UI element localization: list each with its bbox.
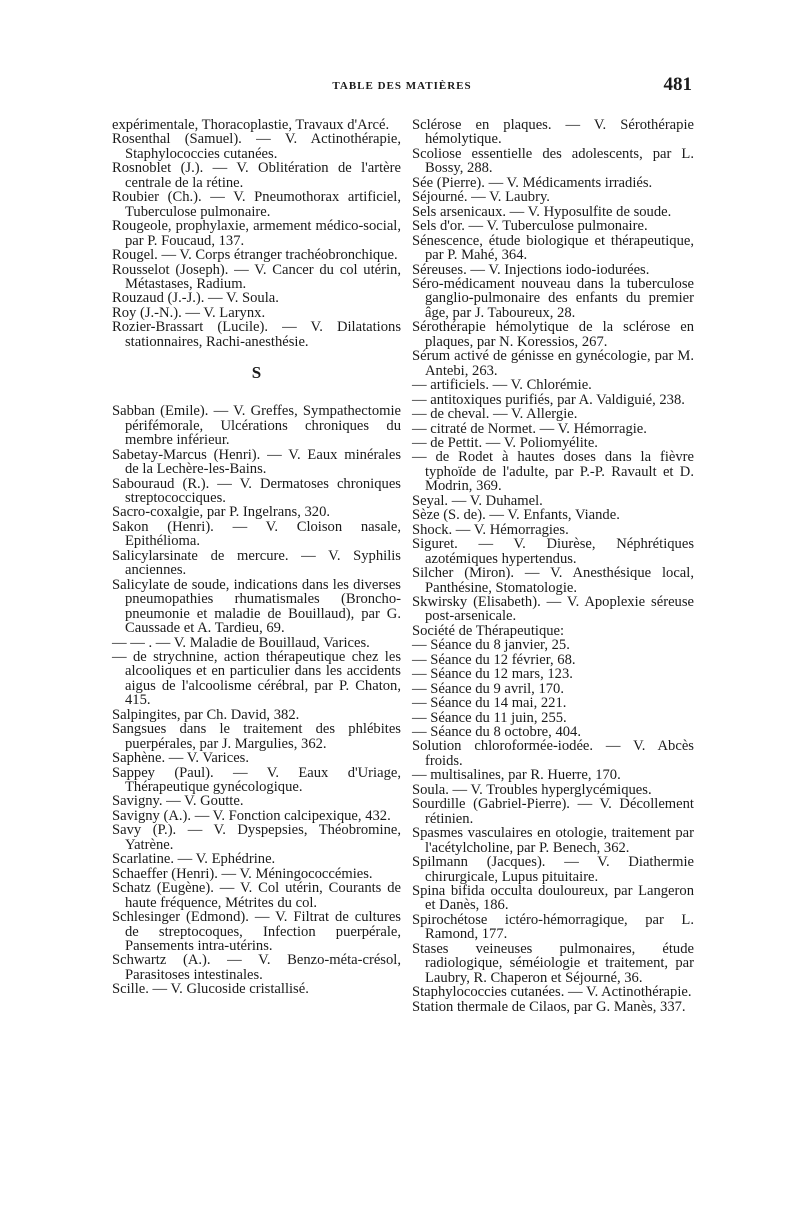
index-entry: — citraté de Normet. — V. Hémorragie. [412,420,647,437]
index-entry: Sabouraud (R.). — V. Dermatoses chroniques streptococciques. [112,475,401,506]
index-entry: Scille. — V. Glucoside cristallisé. [112,981,309,998]
index-entry: Sclérose en plaques. — V. Sérothérapie hémolytique. [412,117,694,148]
index-entry: Sappey (Paul). — V. Eaux d'Uriage, Thérapeutique gynécologique. [112,764,401,796]
index-entry: expérimentale, Thoracoplastie, Travaux d'Arcé. [112,117,390,133]
section-letter: S [251,363,262,383]
index-entry: Seyal. — V. Duhamel. [412,492,543,509]
index-entry: Sangsues dans le traitement des phlébites puerpérales, par J. Margulies, 362. [112,721,401,752]
index-entry: — Séance du 11 juin, 255. [412,709,567,726]
index-entry: — Séance du 12 février, 68. [412,651,576,668]
index-entry: Rougel. — V. Corps étranger trachéobronchique. [112,247,398,264]
index-entry: Rosenthal (Samuel). — V. Actinothérapie, Staphylococcies cutanées. [112,131,401,162]
index-entry: — antitoxiques purifiés, par A. Valdiguié, 238. [412,391,685,408]
index-entry: Skwirsky (Elisabeth). — V. Apoplexie séreuse post-arsenicale. [412,593,694,625]
index-entry: — de cheval. — V. Allergie. [412,406,578,423]
index-entry: Séro-médicament nouveau dans la tuberculose ganglio-pulmonaire des enfants du premier âge, par J. Taboureux, 28. [412,275,694,321]
index-entry: Savigny. — V. Goutte. [112,793,244,810]
index-entry: — Séance du 14 mai, 221. [412,695,567,712]
index-entry: Spasmes vasculaires en otologie, traitement par l'acétylcholine, par P. Benech, 362. [412,825,694,856]
index-column-right [412,118,694,1014]
index-entry: Savy (P.). — V. Dyspepsies, Théobromine, Yatrène. [112,822,401,853]
index-entry: Société de Thérapeutique: [412,622,565,639]
running-title: TABLE DES MATIÈRES [332,80,472,92]
index-entry: Rosnoblet (J.). — V. Oblitération de l'artère centrale de la rétine. [112,160,401,191]
index-entry: Soula. — V. Troubles hyperglycémiques. [412,781,652,798]
index-entry: Shock. — V. Hémorragies. [412,521,569,538]
index-entry: Scarlatine. — V. Ephédrine. [112,851,276,868]
index-entry: Salicylate de soude, indications dans les diverses pneumopathies rhumatismales (Broncho-pneumonie et maladie de Bouillaud), par G. Caussade et A. Tardieu, 69. [112,576,401,637]
page-number: 481 [663,74,692,95]
index-entry: Silcher (Miron). — V. Anesthésique local, Panthésine, Stomatologie. [412,565,694,596]
index-entry: Rozier-Brassart (Lucile). — V. Dilatations stationnaires, Rachi-anesthésie. [112,319,401,350]
index-entry: Rouzaud (J.-J.). — V. Soula. [112,290,279,307]
index-entry: Solution chloroformée-iodée. — V. Abcès froids. [412,738,694,769]
index-entry: — Séance du 8 octobre, 404. [412,724,581,741]
index-entry: Spilmann (Jacques). — V. Diathermie chirurgicale, Lupus pituitaire. [412,854,694,885]
index-entry: Roubier (Ch.). — V. Pneumothorax artificiel, Tuberculose pulmonaire. [112,189,401,220]
index-entry: Sourdille (Gabriel-Pierre). — V. Décollement rétinien. [412,796,694,827]
index-entry: Schaeffer (Henri). — V. Méningococcémies. [112,865,373,882]
index-entry: Schlesinger (Edmond). — V. Filtrat de cultures de streptocoques, Infection puerpérale, Pansements intra-utérins. [112,909,401,955]
index-entry: Spirochétose ictéro-hémorragique, par L. Ramond, 177. [412,911,694,943]
index-entry: Stases veineuses pulmonaires, étude radiologique, séméiologie et traitement, par Laubry, R. Chaperon et Séjourné, 36. [412,940,694,986]
index-entry: — de Pettit. — V. Poliomyélite. [412,434,598,451]
index-entry: Roy (J.-N.). — V. Larynx. [112,304,266,321]
index-entry: — de strychnine, action thérapeutique chez les alcooliques et en particulier dans les accidents aigus de l'alcoolisme cérébral, par P. Chaton, 415. [112,648,401,709]
index-entry: Staphylococcies cutanées. — V. Actinothérapie. [412,984,692,1001]
index-entry: Rousselot (Joseph). — V. Cancer du col utérin, Métastases, Radium. [112,261,401,292]
index-entry: Séjourné. — V. Laubry. [412,189,550,206]
index-entry: Schatz (Eugène). — V. Col utérin, Courants de haute fréquence, Métrites du col. [112,880,401,911]
index-entry: — de Rodet à hautes doses dans la fièvre typhoïde de l'adulte, par P.-P. Ravault et D. Modrin, 369. [412,449,694,495]
index-entry: Scoliose essentielle des adolescents, par L. Bossy, 288. [412,145,694,177]
page-header [112,72,692,102]
index-entry: Sérum activé de génisse en gynécologie, par M. Antebi, 263. [412,348,694,379]
index-entry: Sacro-coxalgie, par P. Ingelrans, 320. [112,504,331,521]
index-column-left [112,118,401,997]
index-entry: Savigny (A.). — V. Fonction calcipexique, 432. [112,807,391,824]
index-entry: — multisalines, par R. Huerre, 170. [412,767,621,784]
index-entry: — artificiels. — V. Chlorémie. [412,377,592,394]
index-entry: Rougeole, prophylaxie, armement médico-social, par P. Foucaud, 137. [112,218,401,249]
index-entry: Spina bifida occulta douloureux, par Langeron et Danès, 186. [412,883,694,914]
index-entry: Sabetay-Marcus (Henri). — V. Eaux minérales de la Lechère-les-Bains. [112,446,401,478]
index-entry: — — . — V. Maladie de Bouillaud, Varices. [112,634,370,651]
index-entry: Salicylarsinate de mercure. — V. Syphilis anciennes. [112,547,401,579]
index-entry: Sérothérapie hémolytique de la sclérose en plaques, par N. Koressios, 267. [412,319,694,350]
index-entry: Sabban (Emile). — V. Greffes, Sympathectomie périfémorale, Ulcérations chroniques du membre inférieur. [112,403,401,449]
index-entry: Sels d'or. — V. Tuberculose pulmonaire. [412,218,648,235]
index-entry: Sels arsenicaux. — V. Hyposulfite de soude. [412,203,672,220]
index-entry: Station thermale de Cilaos, par G. Manès, 337. [412,998,686,1015]
index-entry: Séreuses. — V. Injections iodo-iodurées. [412,261,650,278]
index-entry: Sénescence, étude biologique et thérapeutique, par P. Mahé, 364. [412,232,694,264]
index-entry: Sèze (S. de). — V. Enfants, Viande. [412,507,620,524]
index-entry: Salpingites, par Ch. David, 382. [112,706,300,723]
index-entry: Saphène. — V. Varices. [112,750,249,767]
index-entry: Sée (Pierre). — V. Médicaments irradiés. [412,174,653,191]
index-entry: — Séance du 12 mars, 123. [412,666,573,683]
index-entry: — Séance du 8 janvier, 25. [412,637,570,654]
index-entry: — Séance du 9 avril, 170. [412,680,564,697]
index-entry: Siguret. — V. Diurèse, Néphrétiques azotémiques hypertendus. [412,536,694,567]
index-entry: Sakon (Henri). — V. Cloison nasale, Epithélioma. [112,518,401,550]
index-entry: Schwartz (A.). — V. Benzo-méta-crésol, Parasitoses intestinales. [112,952,401,983]
